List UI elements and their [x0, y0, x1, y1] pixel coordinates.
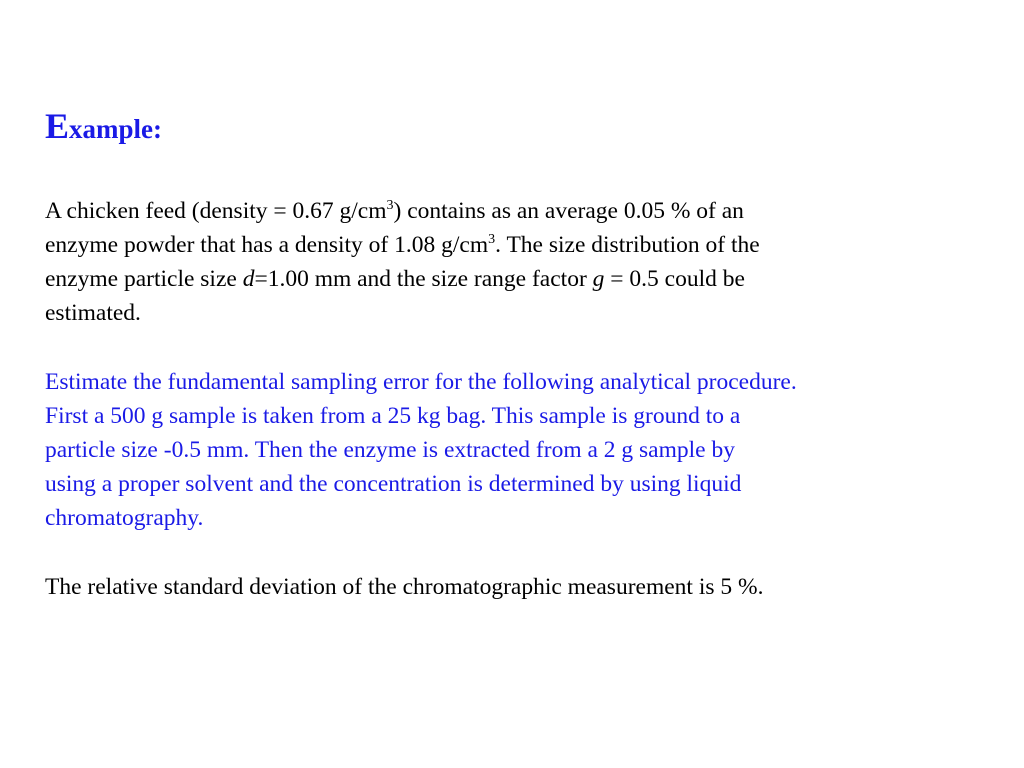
task-statement — [45, 365, 797, 535]
description-text: A chicken feed (density = 0.67 g/cm — [45, 198, 387, 224]
superscript-exponent: 3 — [488, 232, 496, 247]
title-first-letter: E — [45, 106, 70, 146]
problem-description — [45, 194, 760, 330]
slide-title — [45, 106, 162, 149]
description-text: =1.00 mm and the size range factor — [254, 266, 593, 292]
description-text: = 0.5 could be — [604, 266, 745, 292]
task-line-1: Estimate the fundamental sampling error for the following analytical procedure. — [45, 369, 797, 395]
description-text: ) contains as an average 0.05 % of an — [393, 198, 744, 224]
description-text: . The size distribution of the — [495, 232, 760, 258]
title-rest: xample: — [69, 114, 162, 144]
task-line-2: First a 500 g sample is taken from a 25 kg bag. This sample is ground to a — [45, 403, 741, 429]
description-text: enzyme powder that has a density of 1.08 g/cm — [45, 232, 489, 258]
variable-g: g — [592, 266, 605, 292]
variable-d: d — [242, 266, 255, 292]
description-line-4: estimated. — [45, 300, 141, 326]
description-text: enzyme particle size — [45, 266, 243, 292]
description-line-3 — [45, 262, 760, 296]
task-line-5: chromatography. — [45, 505, 204, 531]
description-line-1 — [45, 194, 760, 228]
description-line-2 — [45, 228, 760, 262]
measurement-note: The relative standard deviation of the chromatographic measurement is 5 %. — [45, 574, 764, 600]
superscript-exponent: 3 — [386, 198, 394, 213]
task-line-3: particle size -0.5 mm. Then the enzyme is extracted from a 2 g sample by — [45, 437, 735, 463]
task-line-4: using a proper solvent and the concentration is determined by using liquid — [45, 471, 742, 497]
